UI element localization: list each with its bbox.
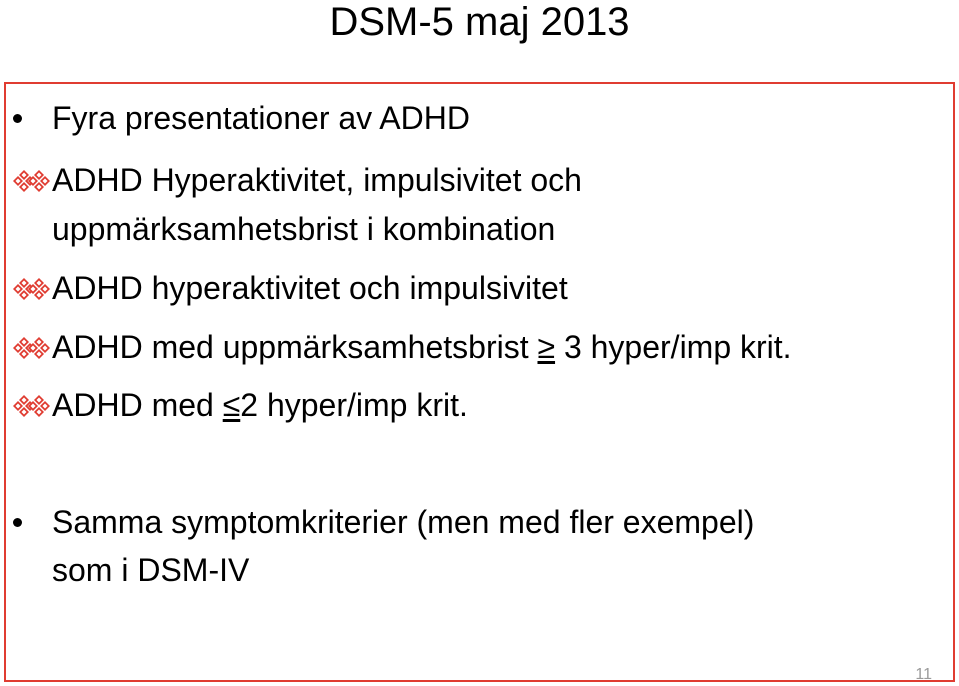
bullet-2-continuation: som i DSM-IV [52,552,250,588]
diamond-cluster-icon [13,168,51,194]
sub-item-1-line-2: uppmärksamhetsbrist i kombination [52,211,556,247]
sub-item-1-line-1: ADHD Hyperaktivitet, impulsivitet och [52,162,582,198]
sub-item-4-text-end: 2 hyper/imp krit. [240,387,468,423]
page-number: 11 [915,666,932,683]
bullet-1: Fyra presentationer av ADHD [52,100,470,136]
slide-title: DSM-5 maj 2013 [329,0,630,44]
bullet-dot-icon [13,114,22,123]
diamond-cluster-icon [13,335,51,361]
bullet-dot-icon [13,518,22,527]
bullet-2: Samma symptomkriterier (men med fler exempel) [52,504,755,540]
sub-item-3-text-end: 3 hyper/imp krit. [555,329,792,365]
sub-item-3-text: ADHD med uppmärksamhetsbrist [52,329,538,365]
less-equal-symbol: ≤ [222,387,241,423]
sub-item-2: ADHD hyperaktivitet och impulsivitet [52,270,568,306]
sub-item-3 [52,329,792,365]
sub-item-4 [52,387,468,423]
diamond-cluster-icon [13,276,51,302]
diamond-cluster-icon [13,393,51,419]
greater-equal-symbol: ≥ [537,329,556,365]
sub-item-4-text: ADHD med [52,387,223,423]
